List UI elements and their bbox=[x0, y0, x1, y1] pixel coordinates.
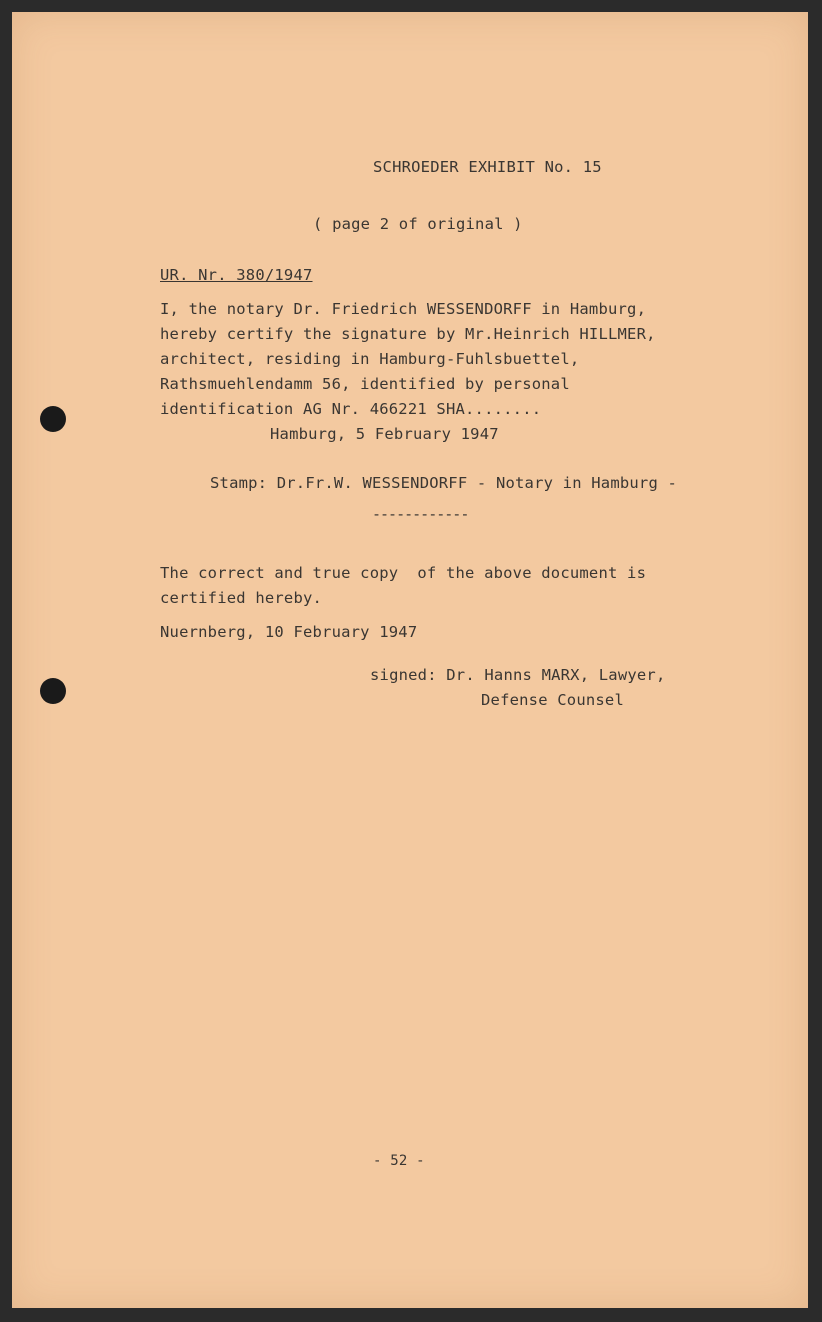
punch-hole-upper bbox=[40, 406, 66, 432]
signature-line: signed: Dr. Hanns MARX, Lawyer, bbox=[370, 666, 666, 684]
page-number: - 52 - bbox=[373, 1153, 425, 1169]
copy-certification-line: The correct and true copy of the above document is bbox=[160, 564, 647, 582]
separator-line: ------------ bbox=[372, 505, 469, 523]
notary-stamp: Stamp: Dr.Fr.W. WESSENDORFF - Notary in Hamburg - bbox=[210, 474, 678, 492]
certification-line: I, the notary Dr. Friedrich WESSENDORFF in Hamburg, bbox=[160, 300, 647, 318]
exhibit-title: SCHROEDER EXHIBIT No. 15 bbox=[373, 158, 602, 176]
place-date: Hamburg, 5 February 1947 bbox=[270, 425, 499, 443]
certification-line: Rathsmuehlendamm 56, identified by personal bbox=[160, 375, 570, 393]
reference-number: UR. Nr. 380/1947 bbox=[160, 266, 313, 284]
page-note: ( page 2 of original ) bbox=[313, 215, 523, 233]
signatory-role: Defense Counsel bbox=[481, 691, 624, 709]
certification-line: identification AG Nr. 466221 SHA........ bbox=[160, 400, 542, 418]
certification-line: hereby certify the signature by Mr.Heinrich HILLMER, bbox=[160, 325, 656, 343]
certification-line: architect, residing in Hamburg-Fuhlsbuettel, bbox=[160, 350, 580, 368]
document-sheet bbox=[12, 12, 808, 1308]
copy-place-date: Nuernberg, 10 February 1947 bbox=[160, 623, 418, 641]
punch-hole-lower bbox=[40, 678, 66, 704]
copy-certification-line: certified hereby. bbox=[160, 589, 323, 607]
